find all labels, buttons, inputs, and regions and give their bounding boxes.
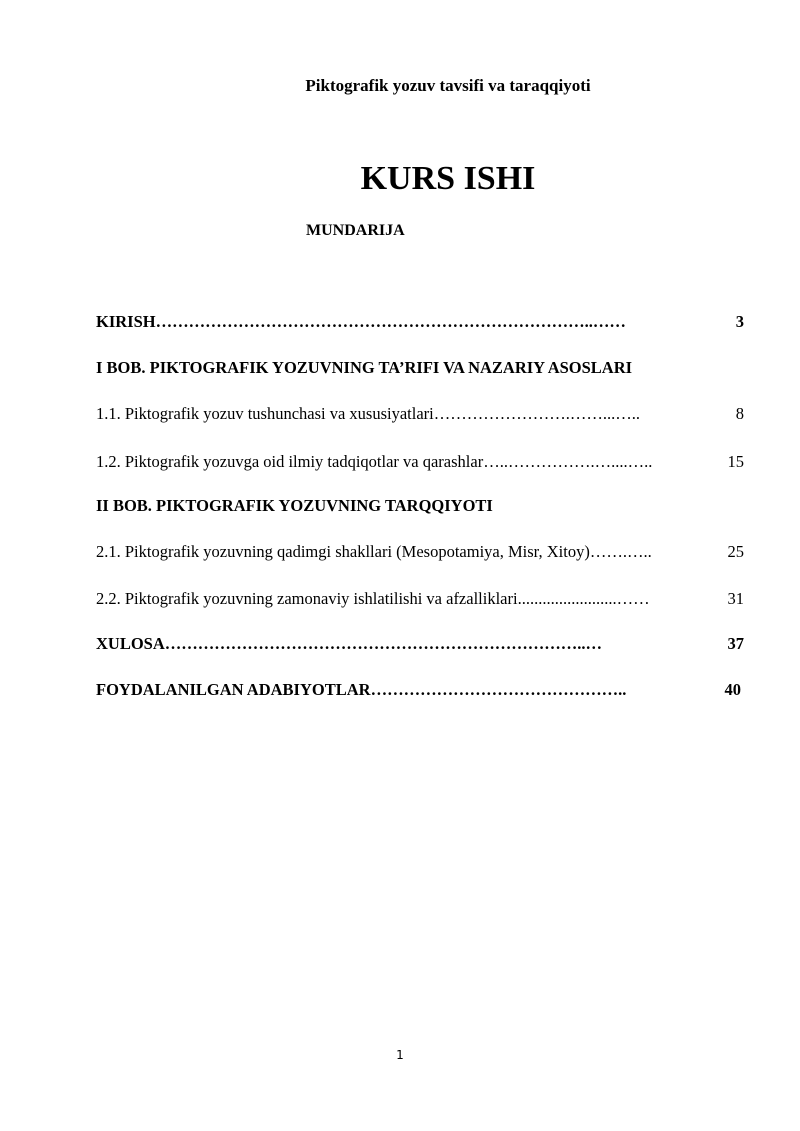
- toc-entry-section-2-1: [96, 542, 744, 562]
- toc-entry-leader: ........................……: [517, 589, 650, 608]
- toc-entry-label: II BOB. PIKTOGRAFIK YOZUVNING TARQQIYOTI: [96, 496, 493, 515]
- toc-entry-page: 31: [727, 589, 744, 608]
- toc-entry-page: 3: [735, 312, 744, 331]
- toc-entry-chapter-1: [96, 358, 744, 378]
- toc-entry-page: 40: [724, 680, 741, 699]
- toc-entry-section-2-2: [96, 589, 744, 609]
- toc-entry-leader: ………………………………………..: [370, 680, 627, 699]
- toc-entry-label: XULOSA: [96, 634, 165, 653]
- toc-entry-label: FOYDALANILGAN ADABIYOTLAR: [96, 680, 371, 699]
- toc-entry-section-1-1: [96, 404, 744, 424]
- toc-entry-section-1-2: [96, 452, 744, 472]
- page-number: 1: [396, 1048, 404, 1062]
- toc-entry-label: 2.1. Piktografik yozuvning qadimgi shakllari (Mesopotamiya, Misr, Xitoy): [96, 542, 590, 561]
- toc-entry-label: I BOB. PIKTOGRAFIK YOZUVNING TA’RIFI VA NAZARIY ASOSLARI: [96, 358, 633, 377]
- toc-entry-page: 8: [735, 404, 744, 423]
- toc-entry-page: 37: [727, 634, 744, 653]
- toc-entry-references: [96, 680, 741, 700]
- toc-entry-xulosa: [96, 634, 744, 654]
- toc-heading: MUNDARIJA: [306, 222, 405, 239]
- toc-entry-label: 1.1. Piktografik yozuv tushunchasi va xususiyatlari: [96, 404, 434, 423]
- document-topic: Piktografik yozuv tavsifi va taraqqiyoti: [305, 76, 591, 95]
- toc-entry-chapter-2: [96, 496, 744, 516]
- toc-entry-kirish: [96, 312, 744, 332]
- toc-entry-leader: …………………….……...…..: [433, 404, 640, 423]
- document-title: KURS ISHI: [360, 160, 536, 197]
- toc-entry-page: 25: [727, 542, 744, 561]
- toc-entry-leader: ……………………………………………………………………..……: [155, 312, 626, 331]
- toc-entry-label: 2.2. Piktografik yozuvning zamonaviy ishlatilishi va afzalliklari: [96, 589, 518, 608]
- toc-entry-page: 15: [727, 452, 744, 471]
- toc-entry-leader: …………………………………………………………………..…: [164, 634, 603, 653]
- toc-entry-leader: …..…………….…....…..: [483, 452, 653, 471]
- toc-entry-leader: …….…..: [589, 542, 652, 561]
- toc-entry-label: 1.2. Piktografik yozuvga oid ilmiy tadqiqotlar va qarashlar: [96, 452, 484, 471]
- toc-entry-label: KIRISH: [96, 312, 156, 331]
